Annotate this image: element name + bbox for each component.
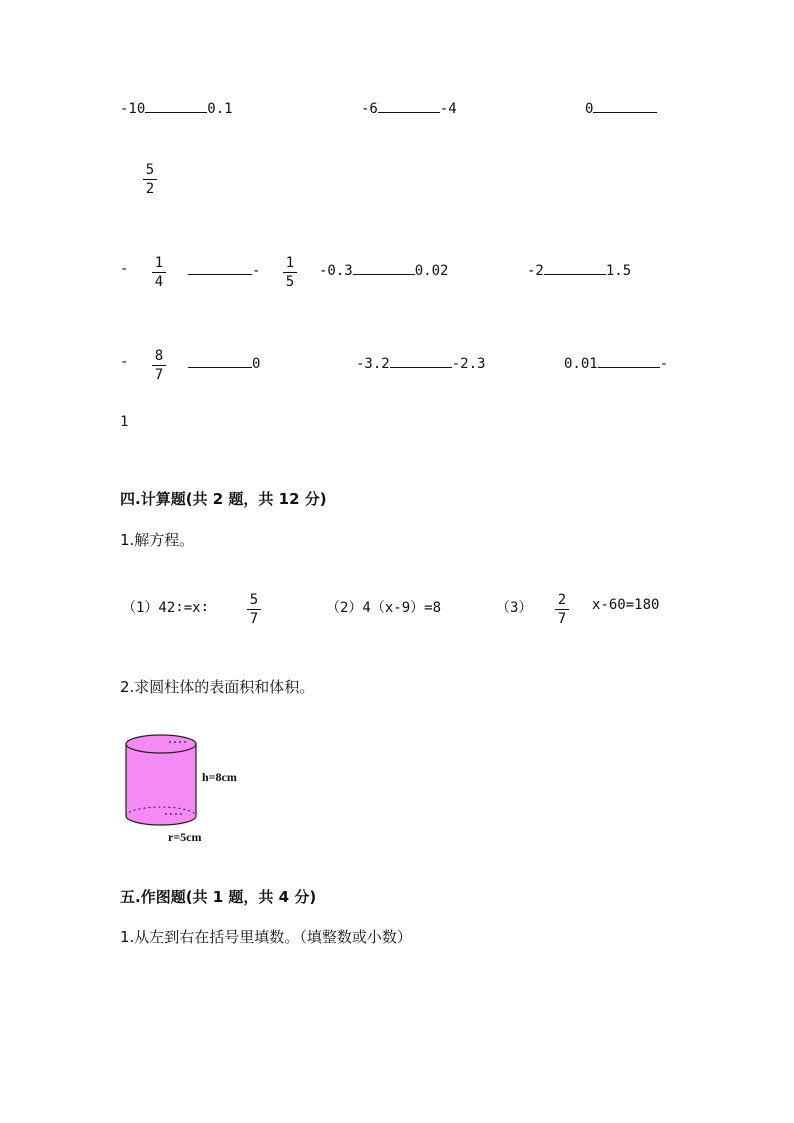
compare-row3-a [188, 354, 260, 372]
number: 1 [120, 414, 129, 430]
number: -6 [361, 101, 378, 117]
answer-blank[interactable] [598, 354, 660, 368]
answer-blank[interactable] [353, 261, 415, 275]
number: 0.01 [564, 356, 598, 372]
number: -10 [120, 101, 146, 117]
cylinder-figure [120, 728, 260, 848]
number: -2.3 [451, 356, 486, 372]
fraction [246, 592, 262, 627]
answer-blank[interactable] [145, 99, 207, 113]
minus-sign: - [659, 356, 669, 372]
cylinder-body [126, 744, 196, 825]
number: 0.02 [414, 263, 449, 279]
cylinder-top [126, 735, 196, 753]
numerator: 1 [285, 255, 295, 271]
answer-blank[interactable] [378, 99, 440, 113]
denominator: 5 [285, 274, 295, 290]
number: -4 [439, 101, 457, 117]
numerator: 5 [249, 592, 259, 608]
answer-blank[interactable] [544, 261, 606, 275]
compare-row1-b [361, 99, 457, 117]
compare-row3-c [564, 354, 668, 372]
section-heading: 五.作图题(共 1 题，共 4 分) [120, 888, 317, 906]
fraction-bar [283, 272, 297, 273]
fraction-bar [152, 272, 166, 273]
denominator: 7 [249, 611, 259, 627]
equation: （2）4（x-9）=8 [326, 600, 442, 616]
fraction-bar [555, 609, 569, 610]
compare-row1-c [585, 99, 657, 117]
compare-row2-c [527, 261, 631, 279]
minus-sign: - [120, 354, 129, 370]
denominator: 7 [557, 611, 567, 627]
fraction [554, 592, 570, 627]
number: -0.3 [319, 263, 353, 279]
equation: x-60=180 [592, 597, 660, 613]
numerator: 2 [557, 592, 567, 608]
numerator: 5 [145, 162, 155, 178]
fraction [151, 255, 167, 290]
number: 0 [252, 356, 261, 372]
numerator: 8 [154, 348, 164, 364]
number: -3.2 [356, 356, 390, 372]
question-label: 2.求圆柱体的表面积和体积。 [120, 678, 315, 696]
height-label: h=8cm [202, 770, 237, 784]
minus-sign: - [120, 261, 129, 277]
compare-row2-b [319, 261, 448, 279]
answer-blank[interactable] [390, 354, 452, 368]
compare-row3-b [356, 354, 485, 372]
number: 0.1 [207, 101, 233, 117]
fraction [142, 162, 158, 197]
question-label: 1.解方程。 [120, 531, 195, 549]
answer-blank[interactable] [188, 261, 252, 275]
equation: （1）42∶=x∶ [122, 600, 210, 616]
equation: （3） [496, 600, 533, 616]
numerator: 1 [154, 255, 164, 271]
answer-blank[interactable] [593, 99, 657, 113]
answer-blank[interactable] [188, 354, 252, 368]
fraction-bar [152, 365, 166, 366]
radius-label: r=5cm [168, 830, 202, 844]
number: 0 [585, 101, 594, 117]
minus-sign: - [252, 263, 261, 279]
number: -2 [527, 263, 544, 279]
fraction [151, 348, 167, 383]
question-label: 1.从左到右在括号里填数。（填整数或小数） [120, 928, 412, 946]
compare-row2-a [188, 261, 260, 279]
denominator: 2 [145, 181, 155, 197]
number: 1.5 [605, 263, 632, 279]
fraction [282, 255, 298, 290]
denominator: 7 [154, 367, 164, 383]
compare-row1-a [120, 99, 233, 117]
fraction-bar [143, 179, 157, 180]
section-heading: 四.计算题(共 2 题，共 12 分) [120, 490, 327, 508]
denominator: 4 [154, 274, 164, 290]
fraction-bar [247, 609, 261, 610]
